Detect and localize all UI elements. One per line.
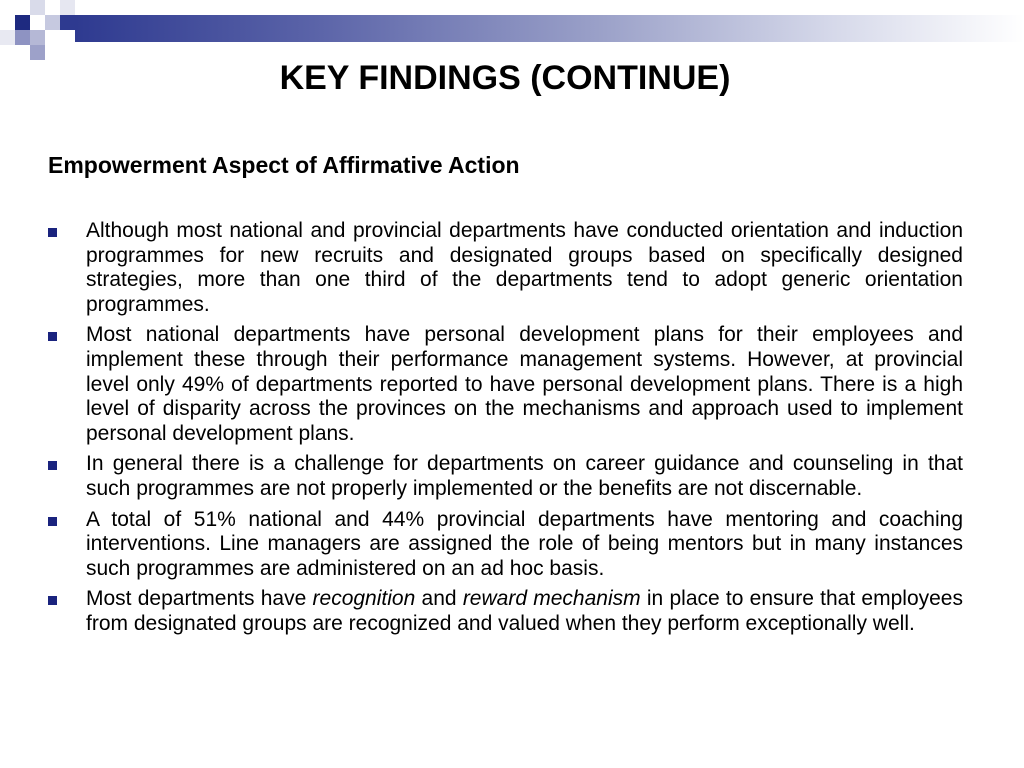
bullet-text-segment: in place to ensure that employees from designated groups are recognized and valued when they perform exceptionally well. bbox=[86, 587, 963, 635]
section-subtitle: Empowerment Aspect of Affirmative Action bbox=[48, 152, 520, 178]
slide-title: KEY FINDINGS (CONTINUE) bbox=[279, 59, 731, 97]
bullet-list bbox=[48, 219, 963, 643]
bullet-item bbox=[48, 452, 963, 501]
bullet-text: Although most national and provincial departments have conducted orientation and induction programmes for new recruits and designated groups based on specifically designed strategies, more than one third of the departments tend to adopt generic orientation programmes. bbox=[86, 219, 963, 316]
square-bullet-icon bbox=[48, 332, 57, 341]
square-bullet-icon bbox=[48, 596, 57, 605]
bullet-text: In general there is a challenge for departments on career guidance and counseling in that such programmes are not properly implemented or the benefits are not discernable. bbox=[86, 452, 963, 500]
bullet-item bbox=[48, 219, 963, 317]
bullet-item bbox=[48, 323, 963, 446]
bullet-item bbox=[48, 508, 963, 582]
bullet-text: Most national departments have personal development plans for their employees and implement these through their performance management systems. However, at provincial level only 49% of departments reported to have personal development plans. There is a high level of disparity across the provinces on the mechanisms and approach used to implement personal development plans. bbox=[86, 323, 963, 445]
header-gradient-bar bbox=[75, 15, 1024, 42]
bullet-text-emphasis: recognition bbox=[312, 587, 416, 611]
deco-square bbox=[60, 0, 75, 15]
deco-square bbox=[15, 30, 30, 45]
deco-square bbox=[45, 30, 60, 45]
square-bullet-icon bbox=[48, 461, 57, 470]
bullet-item bbox=[48, 587, 963, 636]
deco-square bbox=[30, 30, 45, 45]
bullet-text-emphasis: reward mechanism bbox=[462, 587, 641, 611]
bullet-text-segment: Most departments have bbox=[86, 587, 313, 611]
deco-square bbox=[45, 15, 60, 30]
deco-square bbox=[15, 15, 30, 30]
square-bullet-icon bbox=[48, 517, 57, 526]
bullet-text: A total of 51% national and 44% provincial departments have mentoring and coaching interventions. Line managers are assigned the role of being mentors but in many instances such programmes are administered on an ad hoc basis. bbox=[86, 507, 963, 580]
deco-square bbox=[0, 30, 15, 45]
bullet-text-segment: and bbox=[415, 587, 463, 611]
square-bullet-icon bbox=[48, 228, 57, 237]
bullet-text bbox=[86, 587, 963, 635]
deco-square bbox=[60, 15, 75, 30]
deco-square bbox=[30, 0, 45, 15]
